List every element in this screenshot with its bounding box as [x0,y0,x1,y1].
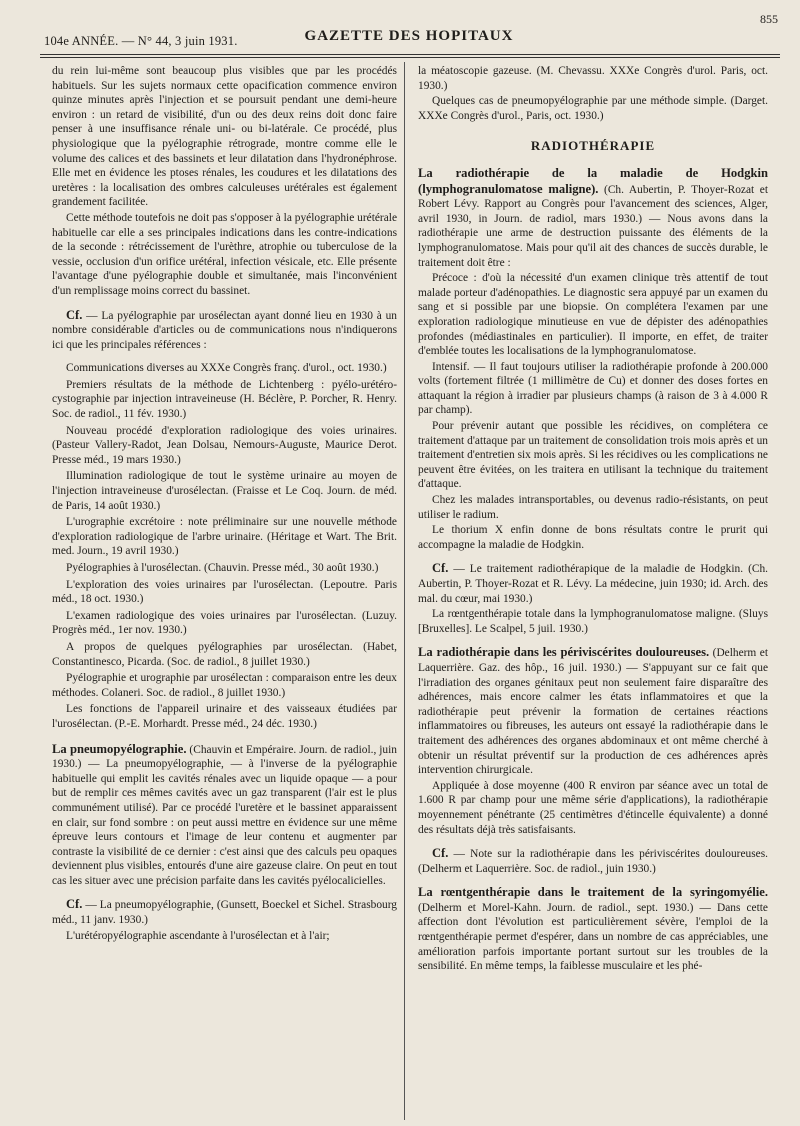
paragraph [52,897,397,927]
paragraph-text: (Delherm et Laquerrière. Gaz. des hôp., 16 juil. 1930.) — S'appuyant sur ce fait que l'irradiation des organes génitaux peut non seulement faire disparaître des adhérences, mais encore calmer les états inflammatoires et que la radiothérapie peut prévenir la formation de certaines réactions inflammatoires ou fibreuses, les auteurs ont essayé la radiothérapie dans le traitement des adhérences des organes abdominaux et ont même cherché à obtenir un résultat préventif sur la production de ces adhérences après intervention chirurgicale. [418,647,768,777]
paragraph [52,308,397,353]
reference: Nouveau procédé d'exploration radiologique des voies urinaires. (Pasteur Vallery-Radot, Jean Dolsau, Nemours-Auguste, Maurice Derot. Presse méd., 19 mars 1930.) [52,424,397,466]
cf-label: Cf. [66,307,83,322]
paragraph [418,885,768,974]
paragraph [52,742,397,889]
header-rule [40,54,780,58]
reference: Pyélographies à l'urosélectan. (Chauvin. Presse méd., 30 août 1930.) [66,562,379,574]
paragraph: Appliquée à dose moyenne (400 R environ par séance avec un total de 1.600 R par champ pour une même série d'applications), la radiothérapie moyennement pénétrante (25 centimètres d'étincelle équivalente) a donné des résultats déjà très satisfaisants. [418,779,768,836]
paragraph [418,166,768,270]
reference: L'urétéropyélographie ascendante à l'urosélectan et à l'air; [66,929,330,942]
cf-label: Cf. [432,561,449,576]
paragraph: la méatoscopie gazeuse. (M. Chevassu. XXXe Congrès d'urol. Paris, oct. 1930.) [418,65,768,92]
paragraph-text: (Delherm et Morel-Kahn. Journ. de radiol., sept. 1930.) — Dans cette affection dont l'évolution est particulièrement sévère, l'emploi de la rœntgenthérapie permet d'espérer, dans un nombre de cas appréciables, une amélioration parfois importante portant surtout sur les troubles de la sensibilité. En même temps, la faiblesse musculaire et les phé- [418,901,768,973]
left-column [52,64,397,1120]
paragraph [418,846,768,876]
paragraph: Le thorium X enfin donne de bons résultats contre le prurit qui accompagne la maladie de Hodgkin. [418,524,768,551]
section-heading: RADIOTHÉRAPIE [530,138,656,154]
journal-title: GAZETTE DES HOPITAUX [304,28,514,44]
reference: L'examen radiologique des voies urinaires par l'urosélectan. (Luzuy. Progrès méd., 1er nov. 1930.) [52,609,397,637]
paragraph [418,561,768,606]
paragraph [418,645,768,777]
paragraph: La rœntgenthérapie totale dans la lymphogranulomatose maligne. (Sluys [Bruxelles]. Le Scalpel, 5 juil. 1930.) [418,608,768,635]
paragraph: Pour prévenir autant que possible les récidives, on complétera ce traitement d'attaque par un traitement de consolidation trois mois après et un traitement d'entretien six mois après. Si les récidives ou les complications ne peuvent être évitées, on les traitera en utilisant la technique du traitement d'attaque. [418,420,768,491]
page-header [40,6,778,54]
reference: Premiers résultats de la méthode de Lichtenberg : pyélo-urétéro-cystographie par injection intraveineuse (H. Béclère, P. Porcher, R. Henry. Soc. de radiol., 11 fév. 1930.) [52,378,397,421]
paragraph-text: (Chauvin et Empéraire. Journ. de radiol., juin 1930.) — La pneumopyélographie, — à l'inverse de la pyélographie habituelle qui emplit les cavités rénales avec un liquide opaque — a pour but de remplir ces mêmes cavités avec un gaz transparent (l'air est le plus communément utilisé). Par ce procédé l'uretère et le bassinet apparaissent en clair, sur fond sombre : on peut aussi mettre en évidence sur une même épreuve leurs contours et l'image de leur contenu et augmenter par contraste la visibilité de ce dernier : c'est ainsi que des calculs peu opaques deviennent plus visibles, entourés d'une aire gazeuse claire. On peut en tout cas les situer avec une précision parfaite dans les cavités pyélocalicielles. [52,743,397,887]
cf-label: Cf. [66,897,83,912]
paragraph-text: — La pyélographie par urosélectan ayant donné lieu en 1930 à un nombre considérable d'articles ou de communications nous n'indiquerons ici que les principales références : [52,309,397,351]
paragraph-text: — La pneumopyélographie, (Gunsett, Boeckel et Sichel. Strasbourg méd., 11 janv. 1930.) [52,899,397,927]
paragraph: Quelques cas de pneumopyélographie par une méthode simple. (Darget. XXXe Congrès d'urol., Paris, oct. 1930.) [418,95,768,122]
reference: Pyélographie et urographie par urosélectan : comparaison entre les deux méthodes. Colaneri. Soc. de radiol., 8 juillet 1930.) [52,672,397,699]
subheading: La rœntgenthérapie dans le traitement de la syringomyélie. [418,885,768,900]
reference: L'exploration des voies urinaires par l'urosélectan. (Lepoutre. Paris méd., 18 oct. 1930.) [52,578,397,606]
subheading: La radiothérapie de la maladie de Hodgkin (lymphogranulomatose maligne). [418,165,768,196]
paragraph: Chez les malades intransportables, ou devenus radio-résistants, on peut utiliser le radium. [418,494,768,521]
paragraph-text: (Ch. Aubertin, P. Thoyer-Rozat et Robert Lévy. Rapport au Congrès pour l'avancement des sciences, Alger, avril 1930, in Journ. de radiol, mars 1930.) — Nous avons dans la radiothérapie une arme de destruction puissante des éléments de la lymphogranulomatose. Mais pour qu'il ait des chances de succès durable, le traitement doit être : [418,183,768,269]
paragraph: Précoce : d'où la nécessité d'un examen clinique très attentif de tout malade porteur d'adénopathies. Le diagnostic sera appuyé par un examen du sang et si possible par une biopsie. On complétera l'examen par une exploration radiologique minutieuse en vue de dépister des adénopathies profondes (médiastinales en particulier). Il importe, en effet, de traiter d'emblée toutes les localisations de la lymphogranulomatose. [418,272,768,358]
reference: Communications diverses au XXXe Congrès franç. d'urol., oct. 1930.) [66,362,387,375]
paragraph: Intensif. — Il faut toujours utiliser la radiothérapie profonde à 200.000 volts (fortement filtrée (1 millimètre de Cu) et donner des doses fortes en attaquant la région à irradier par plusieurs champs (à raison de 3 à 4.000 R par champ). [418,360,768,417]
paragraph: Cette méthode toutefois ne doit pas s'opposer à la pyélographie urétérale habituelle car elle a ses principales indications dans les contre-indications de la seconde : rétrécissement de l'urèthre, atrophie ou tuberculose de la vessie, occlusion d'un orifice urétéral, infection vésicale, etc. Elle présente l'avantage d'une pyélographie double et simultanée, mais l'inconvénient d'un remplissage moins correct du bassinet. [52,211,397,297]
reference: L'urographie excrétoire : note préliminaire sur une nouvelle méthode d'exploration radiologique de l'arbre urinaire. (Héritage et Wart. The Brit. med. Journ., 19 avril 1930.) [52,516,397,558]
reference: Les fonctions de l'appareil urinaire et des vaisseaux étudiées par l'urosélectan. (P.-E. Morhardt. Presse méd., 24 déc. 1930.) [52,703,397,730]
paragraph-text: — Le traitement radiothérapique de la maladie de Hodgkin. (Ch. Aubertin, P. Thoyer-Rozat et R. Lévy. La médecine, juin 1930; id. Arch. des mal. du cœur, mai 1930.) [418,563,768,605]
reference: Illumination radiologique de tout le système urinaire au moyen de l'injection intraveineuse d'urosélectan. (Fraisse et Le Coq. Journ. de méd. de Paris, 14 août 1930.) [52,470,397,512]
page-number: 855 [760,12,778,26]
subheading: La pneumopyélographie. [52,741,187,756]
reference: A propos de quelques pyélographies par urosélectan. (Habet, Constantinesco, Picarda. (Soc. de radiol., 8 juillet 1930.) [52,640,397,668]
issue-line: 104e ANNÉE. — N° 44, 3 juin 1931. [44,34,238,48]
paragraph-text: — Note sur la radiothérapie dans les périviscérites douloureuses. (Delherm et Laquerrière. Soc. de radiol., juin 1930.) [418,848,768,875]
cf-label: Cf. [432,846,449,861]
column-divider [404,62,405,1120]
right-column [418,64,768,1120]
paragraph: du rein lui-même sont beaucoup plus visibles que par les procédés habituels. Sur les sujets normaux cette opacification commence environ quinze minutes après l'injection et se poursuit pendant une demi-heure environ : un retard de visibilité, d'un ou des deux reins doit donc faire penser à une insuffisance rénale uni- ou bi-latérale. Ce procédé, plus physiologique que la pyélographie rétrograde, montre comme elle le volume des calices et des bassinets et leur dilatation dans l'hydronéphrose. Elle met en évidence les ptoses rénales, les coudures et les dilatations des uretères : la localisation des ombres calculeuses urétérales est également grandement facilitée. [52,65,397,209]
subheading: La radiothérapie dans les périviscérites douloureuses. [418,645,710,660]
